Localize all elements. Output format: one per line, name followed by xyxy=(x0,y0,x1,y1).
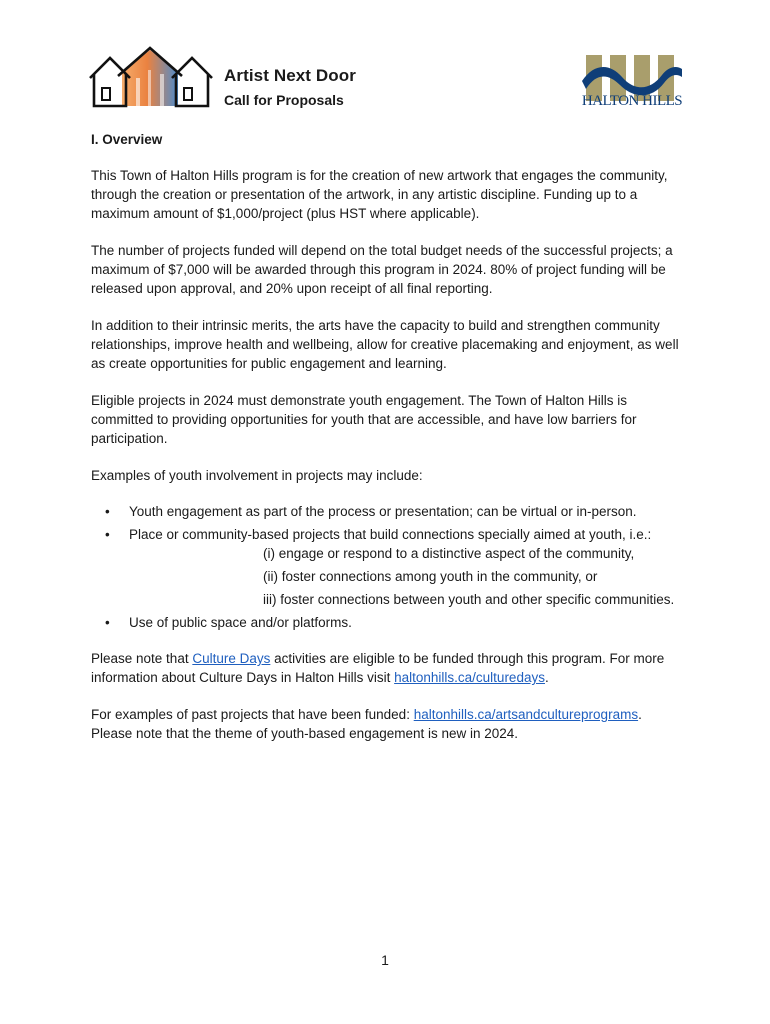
paragraph-youth-engagement: Eligible projects in 2024 must demonstrate youth engagement. The Town of Halton Hills is committed to providing opportunities for youth that are accessible, and have low barriers for participation. xyxy=(91,393,637,446)
list-item xyxy=(91,502,681,521)
halton-hills-logo-text: HALTON HILLS xyxy=(581,93,683,109)
youth-involvement-list xyxy=(91,502,681,632)
section-heading: I. Overview xyxy=(91,132,163,147)
paragraph-examples-intro: Examples of youth involvement in projects may include: xyxy=(91,468,423,483)
text-run: Please note that xyxy=(91,651,193,666)
text-run: activities are eligible to be funded through this program. For more information about Culture Days in Halton Hills visit xyxy=(91,651,665,685)
culture-days-url-link[interactable]: haltonhills.ca/culturedays xyxy=(394,670,545,685)
arts-culture-programs-link[interactable]: haltonhills.ca/artsandcultureprograms xyxy=(413,707,639,722)
text-run: . xyxy=(544,670,549,685)
culture-days-link[interactable]: Culture Days xyxy=(192,651,271,666)
sub-list xyxy=(129,544,681,609)
paragraph-program-description: This Town of Halton Hills program is for the creation of new artwork that engages the community, through the creation or presentation of the artwork, in any artistic discipline. Funding up to a maximum amount of $1,000/project (plus HST where applicable). xyxy=(91,168,668,221)
program-title: Artist Next Door xyxy=(224,66,356,85)
page-number: 1 xyxy=(381,952,389,968)
paragraph-budget: The number of projects funded will depend on the total budget needs of the successful projects; a maximum of $7,000 will be awarded through this program in 2024. 80% of project funding will be released upon approval, and 20% upon receipt of all final reporting. xyxy=(91,243,673,296)
sub-list-item: iii) foster connections between youth and other specific communities. xyxy=(263,592,675,607)
list-item-text: Youth engagement as part of the process or presentation; can be virtual or in-person. xyxy=(129,504,637,519)
text-run: For examples of past projects that have been funded: xyxy=(91,707,414,722)
program-subtitle: Call for Proposals xyxy=(224,92,344,108)
list-item xyxy=(91,613,681,632)
document-body xyxy=(91,130,681,761)
list-item-text: Place or community-based projects that build connections specially aimed at youth, i.e.: xyxy=(129,527,652,542)
paragraph-culture-days xyxy=(91,649,681,687)
bullet-icon: • xyxy=(105,504,110,519)
list-item xyxy=(91,525,681,609)
sub-list-item: (i) engage or respond to a distinctive aspect of the community, xyxy=(263,546,635,561)
text-run: . Please note that the theme of youth-based engagement is new in 2024. xyxy=(91,707,642,741)
artist-next-door-logo xyxy=(88,44,214,108)
paragraph-past-projects xyxy=(91,705,681,743)
bullet-icon: • xyxy=(105,615,110,630)
sub-list-item: (ii) foster connections among youth in the community, or xyxy=(263,569,598,584)
paragraph-arts-benefits: In addition to their intrinsic merits, the arts have the capacity to build and strengthen community relationships, improve health and wellbeing, allow for creative placemaking and enjoyment, as well as create opportunities for public engagement and learning. xyxy=(91,318,679,371)
bullet-icon: • xyxy=(105,527,110,542)
list-item-text: Use of public space and/or platforms. xyxy=(129,615,352,630)
